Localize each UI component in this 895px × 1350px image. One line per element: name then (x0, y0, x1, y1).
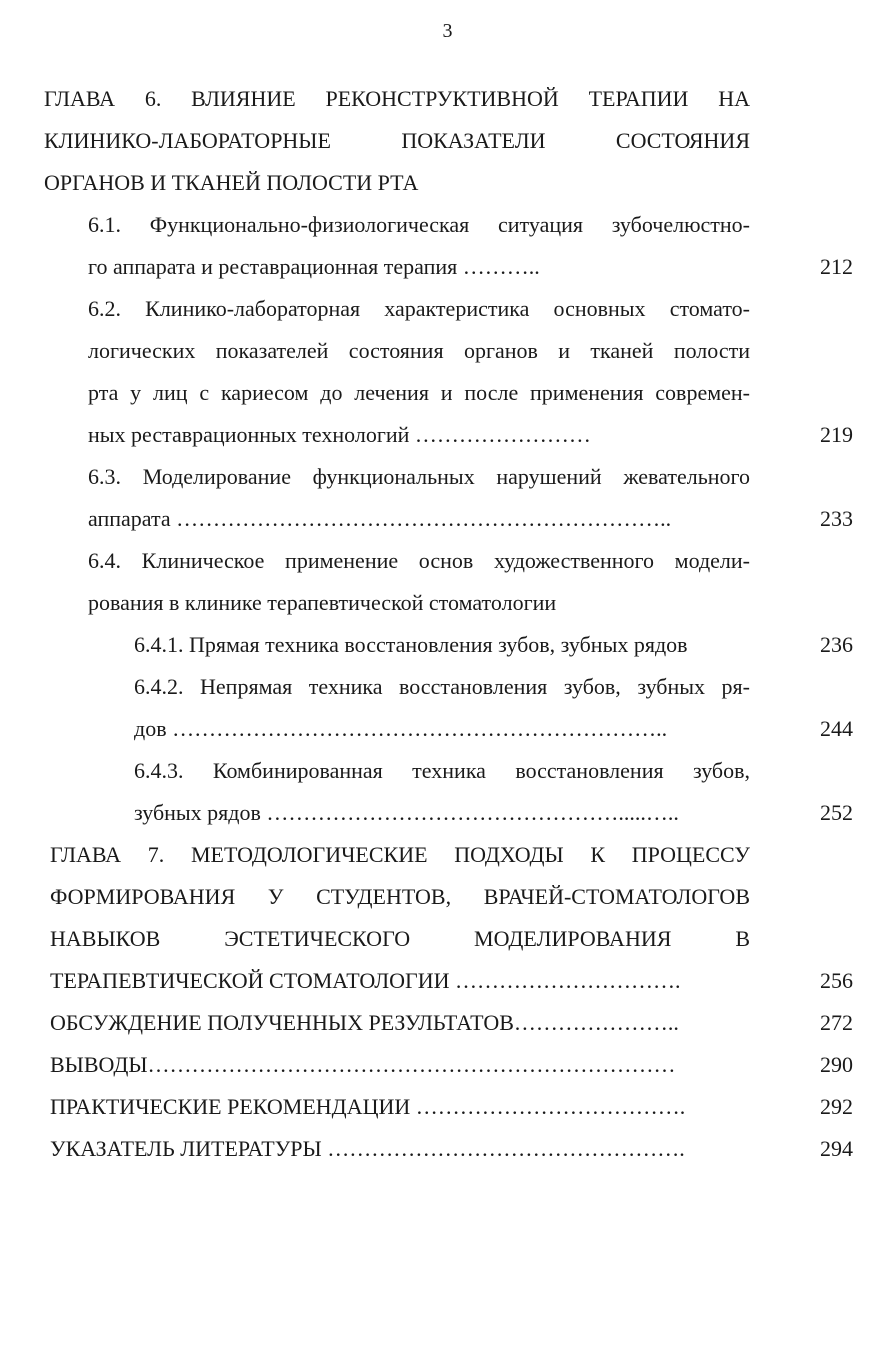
toc-6-3-page: 233 (820, 506, 853, 531)
toc-6-4-2-page: 244 (820, 716, 853, 741)
toc-discussion-page: 272 (820, 1010, 853, 1035)
toc-6-4-1-page: 236 (820, 632, 853, 657)
chapter7-title-line3: НАВЫКОВ ЭСТЕТИЧЕСКОГО МОДЕЛИРОВАНИЯ В (50, 926, 750, 951)
toc-references-page: 294 (820, 1136, 853, 1161)
toc-references: УКАЗАТЕЛЬ ЛИТЕРАТУРЫ …………………………………………. (50, 1136, 685, 1161)
chapter7-title-line1: ГЛАВА 7. МЕТОДОЛОГИЧЕСКИЕ ПОДХОДЫ К ПРОЦЕССУ (50, 842, 750, 867)
toc-6-1-page: 212 (820, 254, 853, 279)
toc-6-4-1-line1: 6.4.1. Прямая техника восстановления зубов, зубных рядов (134, 632, 688, 657)
chapter7-title-line2: ФОРМИРОВАНИЯ У СТУДЕНТОВ, ВРАЧЕЙ-СТОМАТОЛОГОВ (50, 884, 750, 909)
toc-recommendations: ПРАКТИЧЕСКИЕ РЕКОМЕНДАЦИИ ………………………………. (50, 1094, 686, 1119)
toc-discussion: ОБСУЖДЕНИЕ ПОЛУЧЕННЫХ РЕЗУЛЬТАТОВ………………….. (50, 1010, 679, 1035)
toc-6-2-line1: 6.2. Клинико-лабораторная характеристика основных стомато- (88, 296, 750, 321)
chapter6-title-line2: КЛИНИКО-ЛАБОРАТОРНЫЕ ПОКАЗАТЕЛИ СОСТОЯНИЯ (44, 128, 750, 153)
chapter6-title-line3: ОРГАНОВ И ТКАНЕЙ ПОЛОСТИ РТА (44, 170, 419, 195)
chapter7-page: 256 (820, 968, 853, 993)
toc-6-1-line1: 6.1. Функционально-физиологическая ситуация зубочелюстно- (88, 212, 750, 237)
toc-6-2-line3: рта у лиц с кариесом до лечения и после применения современ- (88, 380, 750, 405)
toc-6-4-line1: 6.4. Клиническое применение основ художественного модели- (88, 548, 750, 573)
chapter6-title-line1: ГЛАВА 6. ВЛИЯНИЕ РЕКОНСТРУКТИВНОЙ ТЕРАПИИ НА (44, 86, 750, 111)
toc-6-2-line4: ных реставрационных технологий …………………… (88, 422, 591, 447)
toc-6-4-3-page: 252 (820, 800, 853, 825)
toc-6-3-line1: 6.3. Моделирование функциональных нарушений жевательного (88, 464, 750, 489)
toc-conclusions-page: 290 (820, 1052, 853, 1077)
toc-6-3-line2: аппарата ………………………………………………………….. (88, 506, 672, 531)
toc-6-4-2-line2: дов ………………………………………………………….. (134, 716, 668, 741)
toc-6-2-page: 219 (820, 422, 853, 447)
toc-conclusions: ВЫВОДЫ……………………………………………………………… (50, 1052, 676, 1077)
toc-recommendations-page: 292 (820, 1094, 853, 1119)
chapter7-title-line4: ТЕРАПЕВТИЧЕСКОЙ СТОМАТОЛОГИИ …………………………. (50, 968, 681, 993)
toc-6-1-line2: го аппарата и реставрационная терапия ……….. (88, 254, 540, 279)
toc-6-2-line2: логических показателей состояния органов и тканей полости (88, 338, 750, 363)
toc-6-4-2-line1: 6.4.2. Непрямая техника восстановления зубов, зубных ря- (134, 674, 750, 699)
toc-6-4-3-line2: зубных рядов ………………………………………….....….. (134, 800, 679, 825)
page-number: 3 (442, 20, 453, 42)
toc-6-4-3-line1: 6.4.3. Комбинированная техника восстановления зубов, (134, 758, 750, 783)
toc-6-4-line2: рования в клинике терапевтической стоматологии (88, 590, 557, 615)
